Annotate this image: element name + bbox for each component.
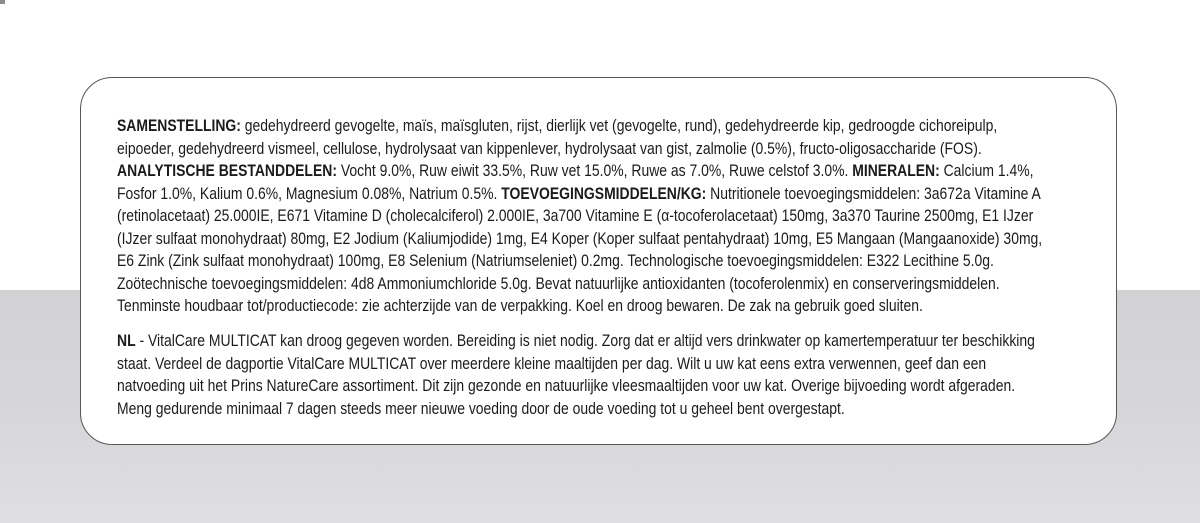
bold-section-heading: ANALYTISCHE BESTANDDELEN: [117, 161, 337, 180]
body-text-run: - VitalCare MULTICAT kan droog gegeven worden. Bereiding is niet nodig. Zorg dat er altijd vers drinkwater op kamertemperatuur ter beschikking staat. Verdeel de dagportie VitalCare MULTICAT over meerdere kleine maaltijden per dag. Wilt u uw kat eens extra verwennen, geef dan een natvoeding uit het Prins NatureCare assortiment. Dit zijn gezonde en natuurlijke vleesmaaltijden voor uw kat. Overige bijvoeding wordt afgeraden. Meng gedurende minimaal 7 dagen steeds meer nieuwe voeding door de oude voeding tot u geheel bent overgestapt. [117, 331, 1035, 418]
bold-section-heading: NL [117, 331, 136, 350]
feeding-instructions-text [117, 330, 1053, 420]
bold-section-heading: SAMENSTELLING: [117, 116, 241, 135]
body-text-run: gedehydreerd gevogelte, maïs, maïsgluten, rijst, dierlijk vet (gevogelte, rund), gedehydreerde kip, gedroogde cichoreipulp, eipoeder, gedehydreerd vismeel, cellulose, hydrolysaat van kippenlever, hydrolysaat van gist, zalmolie (0.5%), fructo-oligosaccharide (FOS). [117, 116, 998, 158]
body-text-run: Vocht 9.0%, Ruw eiwit 33.5%, Ruw vet 15.0%, Ruwe as 7.0%, Ruwe celstof 3.0%. [336, 161, 853, 180]
body-text-run: Nutritionele toevoegingsmiddelen: 3a672a Vitamine A (retinolacetaat) 25.000IE, E671 Vitamine D (cholecalciferol) 2.000IE, 3a700 Vitamine E (α-tocoferolacetaat) 150mg, 3a370 Taurine 2500mg, E1 IJzer (IJzer sulfaat monohydraat) 80mg, E2 Jodium (Kaliumjodide) 1mg, E4 Koper (Koper sulfaat pentahydraat) 10mg, E5 Mangaan (Mangaanoxide) 30mg, E6 Zink (Zink sulfaat monohydraat) 100mg, E8 Selenium (Natriumseleniet) 0.2mg. Technologische toevoegingsmiddelen: E322 Lecithine 5.0g. Zoötechnische toevoegingsmiddelen: 4d8 Ammoniumchloride 5.0g. Bevat natuurlijke antioxidanten (tocoferolenmix) en conserveringsmiddelen. Tenminste houdbaar tot/productiecode: zie achterzijde van de verpakking. Koel en droog bewaren. De zak na gebruik goed sluiten. [117, 183, 1043, 315]
composition-and-additives-text [117, 115, 1053, 318]
corner-artifact [0, 0, 5, 4]
bold-section-heading: MINERALEN: [852, 161, 940, 180]
product-label-card [80, 77, 1117, 445]
body-text-run: Calcium 1.4%, Fosfor 1.0%, Kalium 0.6%, Magnesium 0.08%, Natrium 0.5%. [117, 161, 1034, 203]
bold-section-heading: TOEVOEGINGSMIDDELEN/KG: [501, 183, 707, 203]
